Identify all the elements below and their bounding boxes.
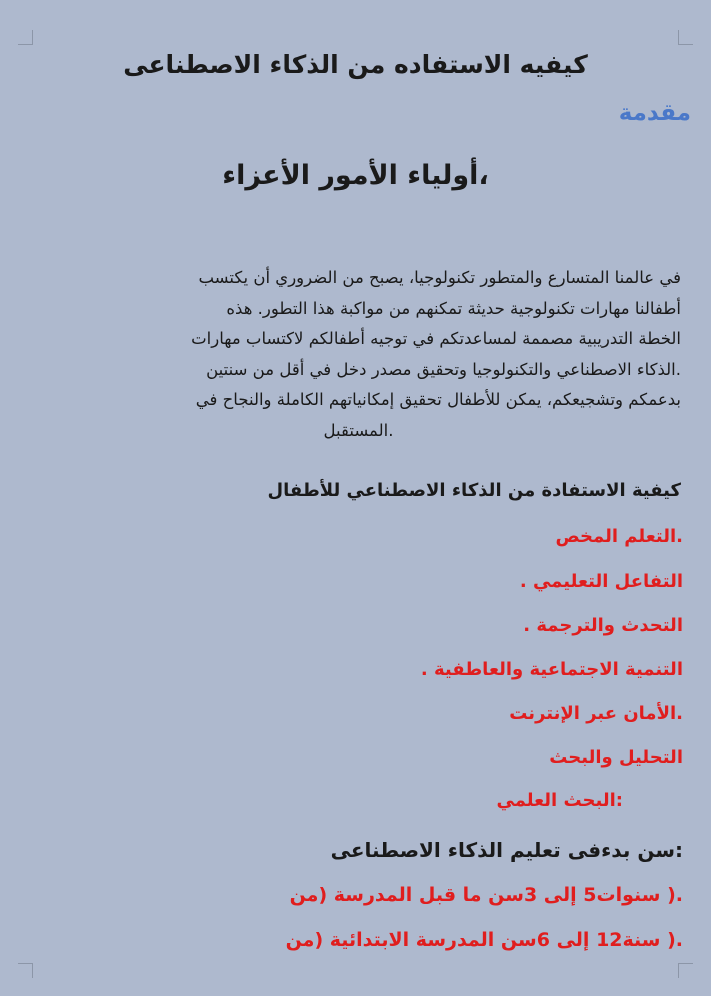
intro-paragraph	[36, 263, 681, 446]
benefit-item: التحليل والبحث	[549, 747, 683, 768]
age-heading: :سن بدءفى تعليم الذكاء الاصطناعى	[330, 838, 683, 862]
page-title: كيفيه الاستفاده من الذكاء الاصطناعى	[123, 50, 588, 79]
benefit-item: التفاعل التعليمي .	[519, 571, 683, 592]
benefit-item: .التعلم المخص	[555, 526, 683, 547]
paragraph-line: في عالمنا المتسارع والمتطور تكنولوجيا، يصبح من الضروري أن يكتسب	[198, 268, 681, 287]
benefit-item: .الأمان عبر الإنترنت	[509, 703, 683, 724]
paragraph-line: بدعمكم وتشجيعكم، يمكن للأطفال تحقيق إمكانياتهم الكاملة والنجاح في	[195, 390, 681, 409]
benefit-item: التنمية الاجتماعية والعاطفية .	[420, 659, 683, 680]
age-item: .( سنوات5 إلى 3سن ما قبل المدرسة (من	[289, 884, 683, 906]
benefit-item: التحدث والترجمة .	[523, 615, 683, 636]
paragraph-line: الخطة التدريبية مصممة لمساعدتكم في توجيه أطفالكم لاكتساب مهارات	[191, 329, 681, 348]
benefit-item: :البحث العلمي	[496, 790, 623, 811]
benefits-heading: كيفية الاستفادة من الذكاء الاصطناعي للأطفال	[267, 480, 681, 501]
paragraph-line: .المستقبل	[323, 420, 394, 440]
paragraph-line: .الذكاء الاصطناعي والتكنولوجيا وتحقيق مصدر دخل في أقل من سنتين	[206, 359, 681, 379]
paragraph-line: أطفالنا مهارات تكنولوجية حديثة تمكنهم من مواكبة هذا التطور. هذه	[226, 298, 681, 318]
age-item: .( سنة12 إلى 6سن المدرسة الابتدائية (من	[285, 929, 683, 951]
greeting-heading: ،أولياء الأمور الأعزاء	[222, 160, 489, 191]
intro-heading: مقدمة	[618, 100, 691, 126]
